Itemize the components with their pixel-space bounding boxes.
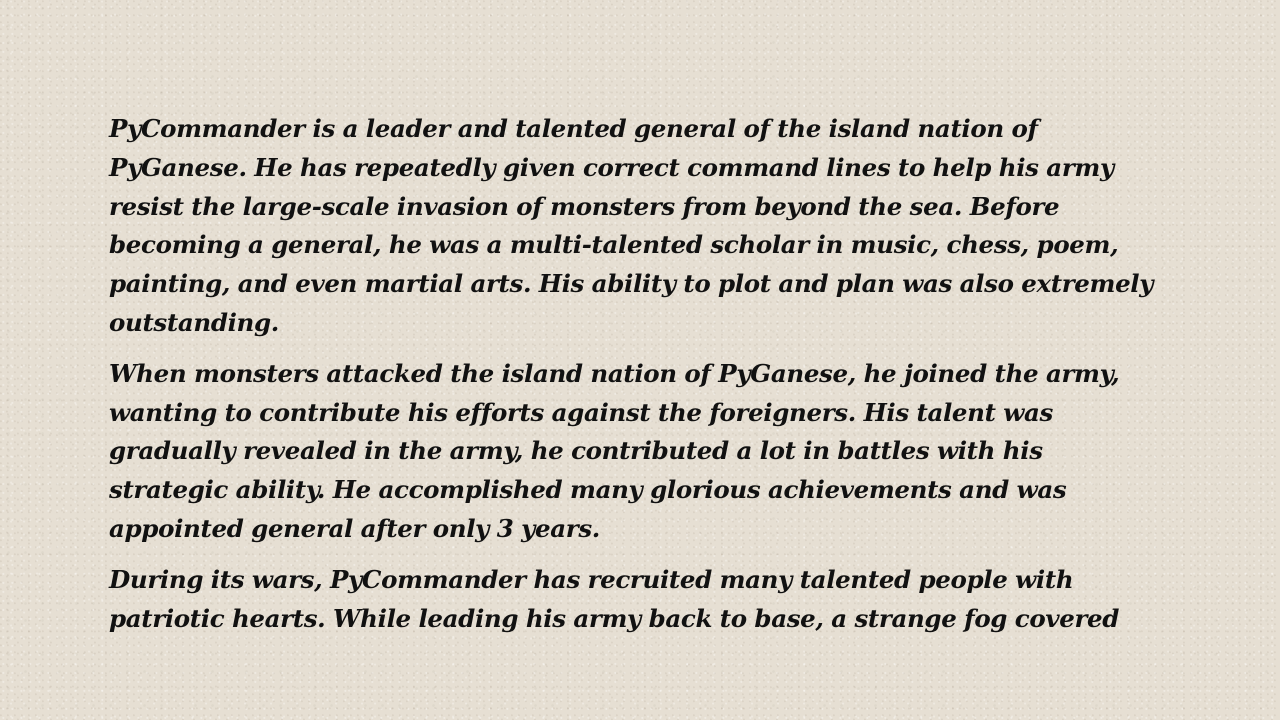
story-paragraph-2: When monsters attacked the island nation of PyGanese, he joined the army, wanting to contribute his efforts against the foreigners. His talent was gradually revealed in the army, he contributed a lot in battles with his strategic ability. He accomplished many glorious achievements and was appointed general after only 3 years. <box>109 358 1120 543</box>
story-paragraph-1: PyCommander is a leader and talented general of the island nation of PyGanese. He has repeatedly given correct command lines to help his army resist the large-scale invasion of monsters from beyond the sea. Before becoming a general, he was a multi-talented scholar in music, chess, poem, painting, and even martial arts. His ability to plot and plan was also extremely outstanding. <box>109 114 1154 337</box>
story-paragraph-3: During its wars, PyCommander has recruited many talented people with patriotic hearts. While leading his army back to base, a strange fog covered <box>109 564 1120 633</box>
story-text-panel <box>109 110 1159 650</box>
